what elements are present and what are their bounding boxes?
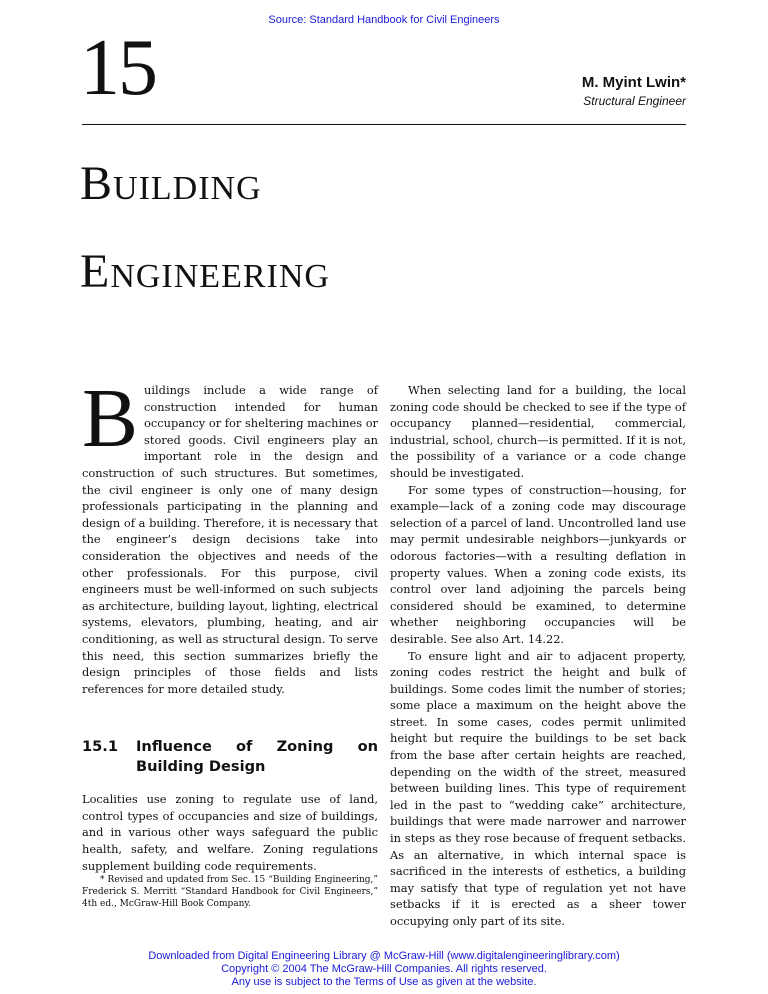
terms-link[interactable]: Any use is subject to the Terms of Use as given at the website. xyxy=(231,976,537,988)
intro-paragraph xyxy=(82,372,378,697)
chapter-number: 15 xyxy=(80,24,156,112)
right-paragraph-1: When selecting land for a building, the local zoning code should be checked to see if the type of occupancy planned—residential, commercial, industrial, school, church—is permitted. If it is not, the possibility of a variance or a code change should be investigated. xyxy=(390,383,686,480)
right-paragraph-3: To ensure light and air to adjacent property, zoning codes restrict the height and bulk of buildings. Some codes limit the number of stories; some place a maximum on the height above the street. In some cases, codes permit unlimited height but require the buildings to be set back from the base after certain heights are reached, depending on the width of the street, measured between building lines. This type of requirement led in the past to “wedding cake” architecture, buildings that were made narrower and narrower in steps as they rose because of frequent setbacks. As an alternative, in which internal space is sacrificed in the interests of esthetics, a building may satisfy that type of regulation yet not have setbacks if it is erected as a sheer tower occupying only part of its site. xyxy=(390,648,686,928)
source-link[interactable]: Source: Standard Handbook for Civil Engineers xyxy=(268,14,500,26)
drop-cap: B xyxy=(82,372,139,465)
chapter-title xyxy=(80,140,640,316)
header-rule xyxy=(82,124,686,125)
section-title: Influence of Zoning on Building Design xyxy=(136,738,378,776)
author-title: Structural Engineer xyxy=(583,94,686,108)
intro-text: uildings include a wide range of construction intended for human occupancy or for sheltering machines or stored goods. Civil engineers play an important role in the design and construction of such structures. But sometimes, the civil engineer is only one of many design professionals participating in the planning and design of a building. Therefore, it is necessary that the engineer’s design decisions take into consideration the objectives and needs of the other professionals. For this purpose, civil engineers must be well-informed on such subjects as architecture, building layout, lighting, electrical systems, elevators, plumbing, heating, and air conditioning, as well as structural design. To serve this need, this section summarizes briefly the design principles of those fields and lists references for more detailed study. xyxy=(82,383,378,696)
download-notice xyxy=(0,950,768,989)
copyright-line: Copyright © 2004 The McGraw-Hill Companies. All rights reserved. xyxy=(221,963,547,975)
author-block xyxy=(582,74,686,108)
right-paragraph-2: For some types of construction—housing, for example—lack of a zoning code may discourage selection of a parcel of land. Uncontrolled land use may permit undesirable neighbors—junkyards or odorous factories—with a resulting deflation in property values. When a zoning code exists, its control over land adjoining the parcels being considered should be examined, to determine whether neighboring occupancies will be desirable. See also Art. 14.22. xyxy=(390,482,686,646)
right-column xyxy=(390,382,686,930)
section-paragraph: Localities use zoning to regulate use of land, control types of occupancies and size of buildings, and in various other ways safeguard the public health, safety, and welfare. Zoning regulations supplement building code requirements. xyxy=(82,792,378,873)
section-heading xyxy=(82,737,378,777)
footnote: * Revised and updated from Sec. 15 “Building Engineering,” Frederick S. Merritt “Standard Handbook for Civil Engineers,” 4th ed., McGraw-Hill Book Company. xyxy=(82,875,378,910)
left-column xyxy=(82,372,378,910)
author-name: M. Myint Lwin* xyxy=(581,74,686,91)
download-link[interactable]: Downloaded from Digital Engineering Library @ McGraw-Hill (www.digitalengineeringlibrary.com) xyxy=(148,950,620,962)
section-number: 15.1 xyxy=(82,738,119,756)
chapter-title-line-2: Engineering xyxy=(80,245,330,298)
chapter-title-line-1: Building xyxy=(80,157,262,210)
